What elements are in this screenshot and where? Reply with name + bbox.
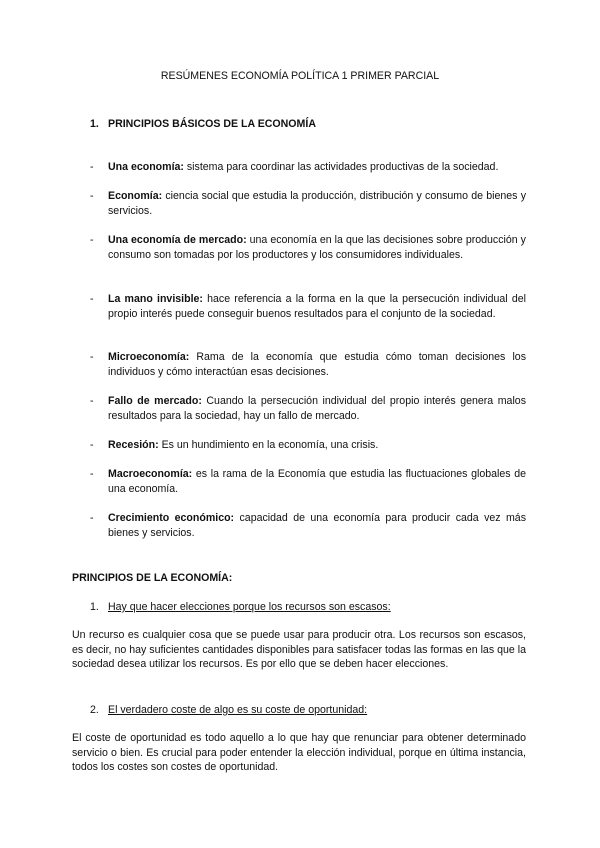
principle-number: 2. (90, 704, 99, 716)
definition-text: es la rama de la Economía que estudia las fluctuaciones globales de una economía. (108, 468, 526, 495)
list-dash: - (90, 468, 94, 480)
principle-title (90, 703, 367, 718)
definition-text: sistema para coordinar las actividades productivas de la sociedad. (183, 161, 499, 173)
definition-item (90, 189, 526, 218)
definition-item (90, 233, 526, 262)
principle-title (90, 600, 391, 615)
definition-item (90, 394, 526, 423)
definition-term: Macroeconomía: (108, 468, 193, 480)
list-dash: - (90, 395, 94, 407)
section-number: 1. (90, 118, 99, 130)
list-dash: - (90, 512, 94, 524)
list-dash: - (90, 234, 94, 246)
principle-number: 1. (90, 601, 99, 613)
definition-item (90, 160, 526, 175)
list-dash: - (90, 439, 94, 451)
list-dash: - (90, 161, 94, 173)
definition-item (90, 292, 526, 321)
principle-paragraph: El coste de oportunidad es todo aquello a lo que hay que renunciar para obtener determinado servicio o bien. Es crucial para poder entender la elección individual, porque en última instancia, todos los costes son costes de oportunidad. (72, 732, 526, 774)
section-heading-text: PRINCIPIOS BÁSICOS DE LA ECONOMÍA (108, 118, 316, 130)
definition-item (90, 511, 526, 540)
principle-title-text: Hay que hacer elecciones porque los recursos son escasos: (108, 601, 391, 613)
definition-term: Una economía de mercado: (108, 234, 247, 246)
definition-text: capacidad de una economía para producir cada vez más bienes y servicios. (108, 512, 527, 539)
definition-term: Economía: (108, 190, 163, 202)
section-heading: PRINCIPIOS DE LA ECONOMÍA: (72, 572, 233, 584)
definition-text: hace referencia a la forma en la que la persecución individual del propio interés puede conseguir buenos resultados para el conjunto de la sociedad. (108, 293, 526, 320)
definition-text: una economía en la que las decisiones sobre producción y consumo son tomadas por los productores y los consumidores individuales. (108, 234, 526, 261)
principle-title-text: El verdadero coste de algo es su coste de oportunidad: (108, 704, 368, 716)
definition-text: Cuando la persecución individual del propio interés genera malos resultados para la sociedad, hay un fallo de mercado. (108, 395, 526, 422)
list-dash: - (90, 190, 94, 202)
definition-text: Rama de la economía que estudia cómo toman decisiones los individuos y cómo interactúan esas decisiones. (108, 351, 526, 378)
definition-term: Crecimiento económico: (108, 512, 235, 524)
definition-item (90, 350, 526, 379)
section-heading (90, 117, 316, 132)
definition-text: Es un hundimiento en la economía, una crisis. (158, 439, 379, 451)
definition-term: Microeconomía: (108, 351, 190, 363)
definition-item (90, 467, 526, 496)
definition-text: ciencia social que estudia la producción, distribución y consumo de bienes y servicios. (108, 190, 526, 217)
definition-term: Recesión: (108, 439, 159, 451)
definition-term: Una economía: (108, 161, 184, 173)
list-dash: - (90, 293, 94, 305)
list-dash: - (90, 351, 94, 363)
principle-paragraph: Un recurso es cualquier cosa que se puede usar para producir otra. Los recursos son escasos, es decir, no hay suficientes cantidades disponibles para satisfacer todas las formas en las que la sociedad desea utilizar los recursos. Es por ello que se deben hacer elecciones. (72, 629, 526, 671)
document-title: RESÚMENES ECONOMÍA POLÍTICA 1 PRIMER PARCIAL (160, 70, 440, 82)
definition-item (90, 438, 526, 453)
definition-term: Fallo de mercado: (108, 395, 202, 407)
definition-term: La mano invisible: (108, 293, 203, 305)
